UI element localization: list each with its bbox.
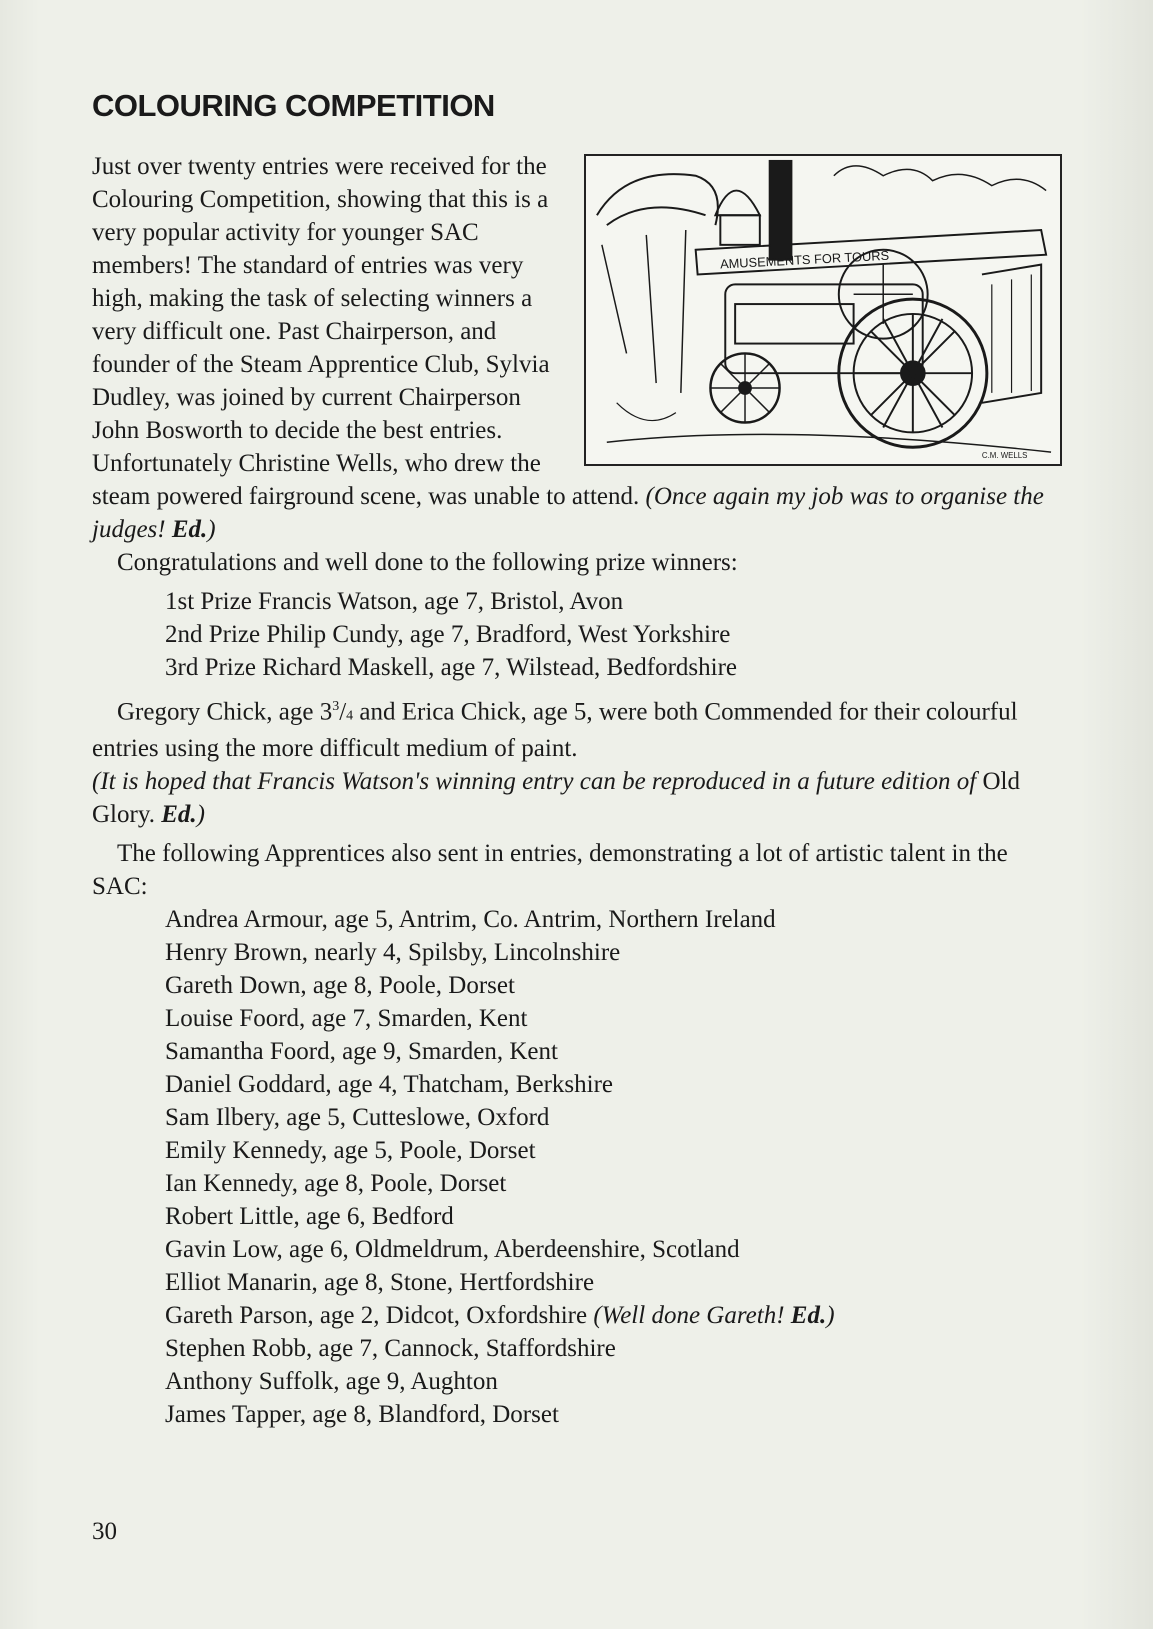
page-number: 30 — [92, 1518, 117, 1545]
traction-engine-drawing — [586, 156, 1060, 464]
engine-sign-text: AMUSEMENTS FOR TOURS — [719, 247, 890, 272]
commended-paragraph: Gregory Chick, age $3^3/4$ and Erica Chick, age 5, were both Commended for their colourful entries using the more difficult medium of paint. — [92, 698, 1018, 763]
entrant-item: Sam Ilbery, age 5, Cutteslowe, Oxford — [165, 1104, 550, 1132]
entrant-item: Andrea Armour, age 5, Antrim, Co. Antrim, Northern Ireland — [165, 906, 776, 934]
entrant-item: Anthony Suffolk, age 9, Aughton — [165, 1368, 498, 1396]
intro-text: Just over twenty entries were received for the Colouring Competition, showing that this is a very popular activity for younger SAC members! The standard of entries was very high, making the task of selecting winners a very difficult one. Past Chairperson, and founder of the Steam Apprentice Club, Sylvia Dudley, was joined by current Chairperson John Bosworth to decide the best entries. Unfortunately Christine Wells, who drew the steam powered fairground scene, was unable to attend. — [92, 153, 640, 510]
entrant-item: Elliot Manarin, age 8, Stone, Hertfordshire — [165, 1269, 595, 1297]
entrant-item: Samantha Foord, age 9, Smarden, Kent — [165, 1038, 558, 1066]
article-heading: COLOURING COMPETITION — [92, 88, 495, 123]
gareth-note: (Well done Gareth! — [593, 1302, 785, 1330]
future-note: (It is hoped that Francis Watson's winning entry can be reproduced in a future edition of — [92, 768, 977, 796]
prize-list — [165, 585, 1062, 684]
entrant-item: Henry Brown, nearly 4, Spilsby, Lincolnshire — [165, 939, 621, 967]
prize-item: 3rd Prize Richard Maskell, age 7, Wilstead, Bedfordshire — [165, 654, 737, 681]
entrant-item: Ian Kennedy, age 8, Poole, Dorset — [165, 1170, 507, 1198]
future-note-paragraph — [92, 765, 1062, 831]
entrant-item: Daniel Goddard, age 4, Thatcham, Berkshire — [165, 1071, 613, 1099]
future-title: Old Glory. — [92, 768, 1020, 829]
commended-fraction-den: 4 — [346, 708, 354, 724]
gareth-close: ) — [826, 1302, 835, 1330]
intro-note-close: ) — [207, 516, 216, 543]
prize-item: 2nd Prize Philip Cundy, age 7, Bradford, West Yorkshire — [165, 621, 731, 648]
entrant-list — [165, 903, 1062, 1431]
future-ed: Ed. — [161, 801, 197, 829]
prize-item: 1st Prize Francis Watson, age 7, Bristol, Avon — [165, 588, 624, 615]
entrant-item: Louise Foord, age 7, Smarden, Kent — [165, 1005, 528, 1033]
gareth-ed: Ed. — [790, 1302, 827, 1330]
entrant-item: Gavin Low, age 6, Oldmeldrum, Aberdeenshire, Scotland — [165, 1236, 740, 1264]
others-intro: The following Apprentices also sent in entries, demonstrating a lot of artistic talent in the SAC: — [92, 840, 1008, 901]
commended-rest: and Erica Chick, age 5, were both Commended for their colourful entries using the more difficult medium of paint. — [92, 698, 1018, 763]
illustration-signature: C.M. WELLS — [981, 451, 1028, 461]
commended-fraction-num: 3 — [332, 699, 340, 714]
entrant-item: Stephen Robb, age 7, Cannock, Staffordshire — [165, 1335, 616, 1363]
intro-note: (Once again my job was to organise the judges! — [92, 483, 1044, 543]
future-close: ) — [196, 801, 205, 829]
entrant-item: Robert Little, age 6, Bedford — [165, 1203, 454, 1231]
entrant-text: Gareth Parson, age 2, Didcot, Oxfordshire — [165, 1302, 588, 1330]
entrant-item: James Tapper, age 8, Blandford, Dorset — [165, 1401, 559, 1429]
commended-start: Gregory Chick, age 3 — [117, 698, 333, 726]
intro-note-ed: Ed. — [171, 516, 208, 543]
entrant-item: Emily Kennedy, age 5, Poole, Dorset — [165, 1137, 536, 1165]
fairground-illustration — [584, 154, 1062, 466]
article — [92, 86, 1062, 1431]
congrats-line: Congratulations and well done to the following prize winners: — [117, 549, 738, 576]
entrant-item: Gareth Down, age 8, Poole, Dorset — [165, 972, 515, 1000]
entrant-item-gareth — [165, 1299, 1062, 1332]
